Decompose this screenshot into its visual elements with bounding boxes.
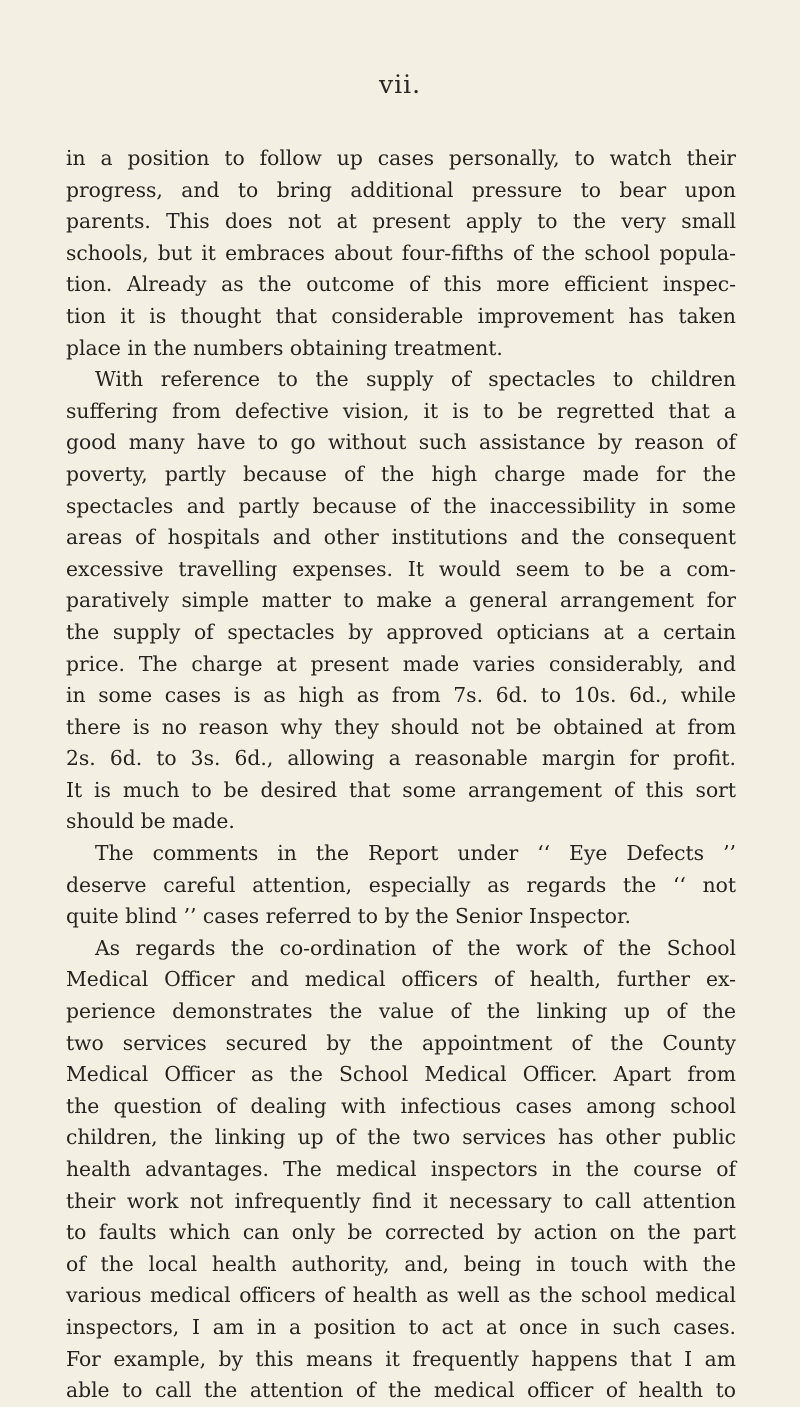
- text-line: Medical Officer and medical officers of health, further ex-: [66, 967, 736, 992]
- text-line: place in the numbers obtaining treatment.: [66, 335, 503, 360]
- text-line: deserve careful attention, especially as regards the ‘‘ not: [66, 872, 736, 897]
- text-line: spectacles and partly because of the inaccessibility in some: [66, 493, 736, 518]
- text-line: in a position to follow up cases personally, to watch their: [66, 146, 736, 170]
- text-line: health advantages. The medical inspectors in the course of: [66, 1157, 736, 1181]
- text-line: areas of hospitals and other institutions and the consequent: [66, 525, 736, 550]
- body-text: [66, 143, 736, 1407]
- text-line: of the local health authority, and, being in touch with the: [66, 1251, 736, 1276]
- text-line: As regards the co-ordination of the work of the School: [95, 935, 736, 960]
- text-line: tion it is thought that considerable improvement has taken: [66, 303, 736, 328]
- text-line: children, the linking up of the two services has other public: [66, 1125, 736, 1150]
- text-line: For example, by this means it frequently happens that I am: [66, 1346, 736, 1371]
- text-line: perience demonstrates the value of the linking up of the: [66, 999, 736, 1024]
- text-line: there is no reason why they should not be obtained at from: [66, 714, 736, 739]
- text-line: tion. Already as the outcome of this more efficient inspec-: [66, 272, 736, 297]
- text-line: able to call the attention of the medical officer of health to: [66, 1378, 736, 1403]
- text-line: good many have to go without such assistance by reason of: [66, 430, 736, 455]
- text-line: suffering from defective vision, it is to be regretted that a: [66, 398, 736, 423]
- text-line: parents. This does not at present apply to the very small: [66, 209, 736, 234]
- text-line: schools, but it embraces about four-fifths of the school popula-: [66, 240, 736, 265]
- text-line: their work not infrequently find it necessary to call attention: [66, 1188, 736, 1213]
- text-line: Medical Officer as the School Medical Officer. Apart from: [66, 1062, 736, 1087]
- text-line: in some cases is as high as from 7s. 6d. to 10s. 6d., while: [66, 683, 736, 708]
- text-line: to faults which can only be corrected by action on the part: [66, 1220, 736, 1245]
- text-line: quite blind ’’ cases referred to by the Senior Inspector.: [66, 904, 631, 929]
- text-line: With reference to the supply of spectacles to children: [95, 367, 736, 392]
- text-line: the question of dealing with infectious cases among school: [66, 1093, 736, 1118]
- text-line: the supply of spectacles by approved opticians at a certain: [66, 619, 736, 644]
- text-line: 2s. 6d. to 3s. 6d., allowing a reasonable margin for profit.: [66, 746, 736, 771]
- text-line: poverty, partly because of the high charge made for the: [66, 461, 736, 486]
- text-line: price. The charge at present made varies considerably, and: [66, 651, 736, 676]
- text-line: It is much to be desired that some arrangement of this sort: [66, 777, 736, 802]
- text-line: various medical officers of health as well as the school medical: [66, 1283, 736, 1308]
- text-line: two services secured by the appointment of the County: [66, 1030, 736, 1055]
- page-number: vii.: [378, 70, 422, 99]
- text-line: inspectors, I am in a position to act at once in such cases.: [66, 1314, 736, 1339]
- text-line: should be made.: [66, 809, 235, 834]
- text-line: paratively simple matter to make a general arrangement for: [66, 588, 736, 613]
- text-line: progress, and to bring additional pressure to bear upon: [66, 177, 736, 202]
- text-line: excessive travelling expenses. It would seem to be a com-: [66, 556, 736, 581]
- text-line: The comments in the Report under ‘‘ Eye Defects ’’: [95, 841, 736, 866]
